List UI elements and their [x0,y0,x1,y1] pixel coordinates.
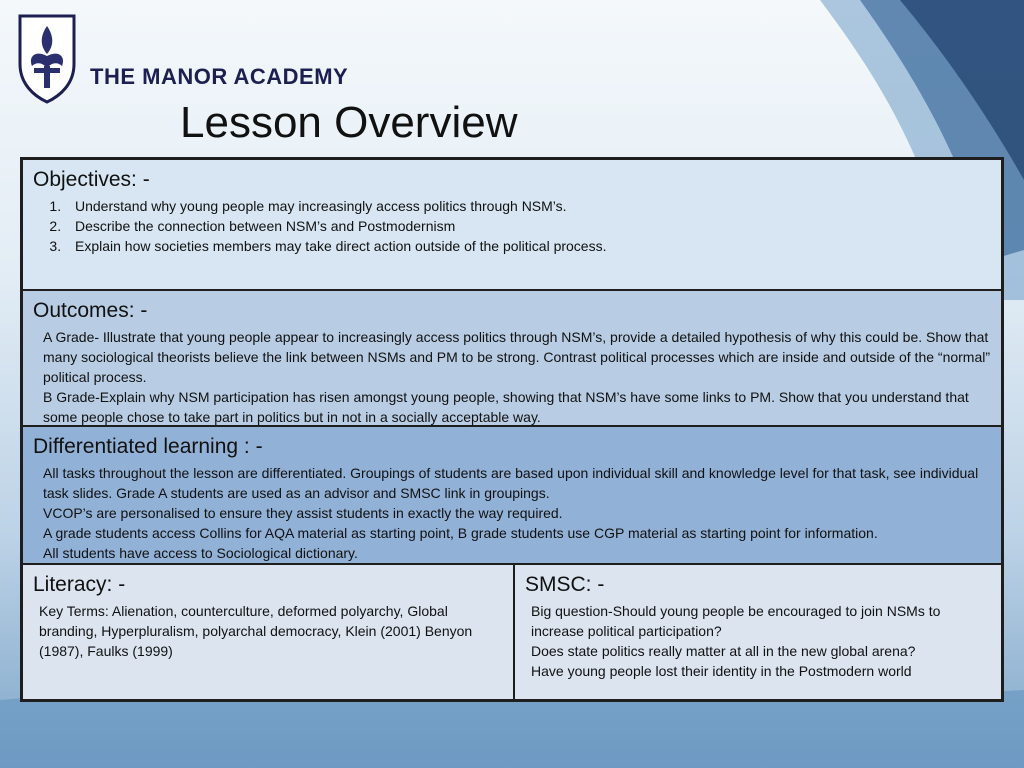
smsc-line: Big question-Should young people be encouraged to join NSMs to increase political participation? [531,603,941,639]
literacy-heading: Literacy: - [33,573,126,596]
outcomes-cell [22,290,1002,426]
smsc-line: Does state politics really matter at all in the new global arena? [531,643,916,659]
differentiated-line: All tasks throughout the lesson are differentiated. Groupings of students are based upon individual skill and knowledge level for that task, see individual task slides. Grade A students are used as an advisor and SMSC link in groupings. [43,465,979,501]
objective-item: 2. Describe the connection between NSM’s and Postmodernism [65,216,991,236]
smsc-line: Have young people lost their identity in the Postmodern world [531,663,912,679]
objective-item: 1. Understand why young people may increasingly access politics through NSM’s. [65,196,991,216]
differentiated-cell [22,426,1002,564]
differentiated-line: A grade students access Collins for AQA material as starting point, B grade students use CGP material as starting point for information. [43,525,878,541]
differentiated-line: All students have access to Sociological dictionary. [43,545,358,561]
page-title: Lesson Overview [180,98,518,147]
school-name: THE MANOR ACADEMY [90,64,349,89]
outcomes-heading: Outcomes: - [33,299,148,322]
smsc-cell [514,564,1002,700]
objectives-list [33,196,991,256]
smsc-heading: SMSC: - [525,573,605,596]
differentiated-heading: Differentiated learning : - [33,435,263,458]
objectives-cell [22,159,1002,290]
academy-logo [16,12,78,109]
outcome-b-grade: B Grade-Explain why NSM participation has risen amongst young people, showing that NSM’s have some links to PM. Show that you understand that some people chose to take part in politics but in not in a socially acceptable way. [43,389,969,425]
literacy-cell [22,564,514,700]
outcome-a-grade: A Grade- Illustrate that young people appear to increasingly access politics through NSM’s, provide a detailed hypothesis of why this could be. Show that many sociological theorists believe the link between NSMs and PM to be strong. Contrast political processes which are inside and outside of the “normal” political process. [43,329,991,385]
lesson-table [20,157,1004,702]
literacy-key-terms: Key Terms: Alienation, counterculture, deformed polyarchy, Global branding, Hyperpluralism, polyarchal democracy, Klein (2001) Benyon (1987), Faulks (1999) [39,603,473,659]
objectives-heading: Objectives: - [33,168,150,191]
objective-item: 3. Explain how societies members may take direct action outside of the political process. [65,236,991,256]
differentiated-line: VCOP’s are personalised to ensure they assist students in exactly the way required. [43,505,563,521]
